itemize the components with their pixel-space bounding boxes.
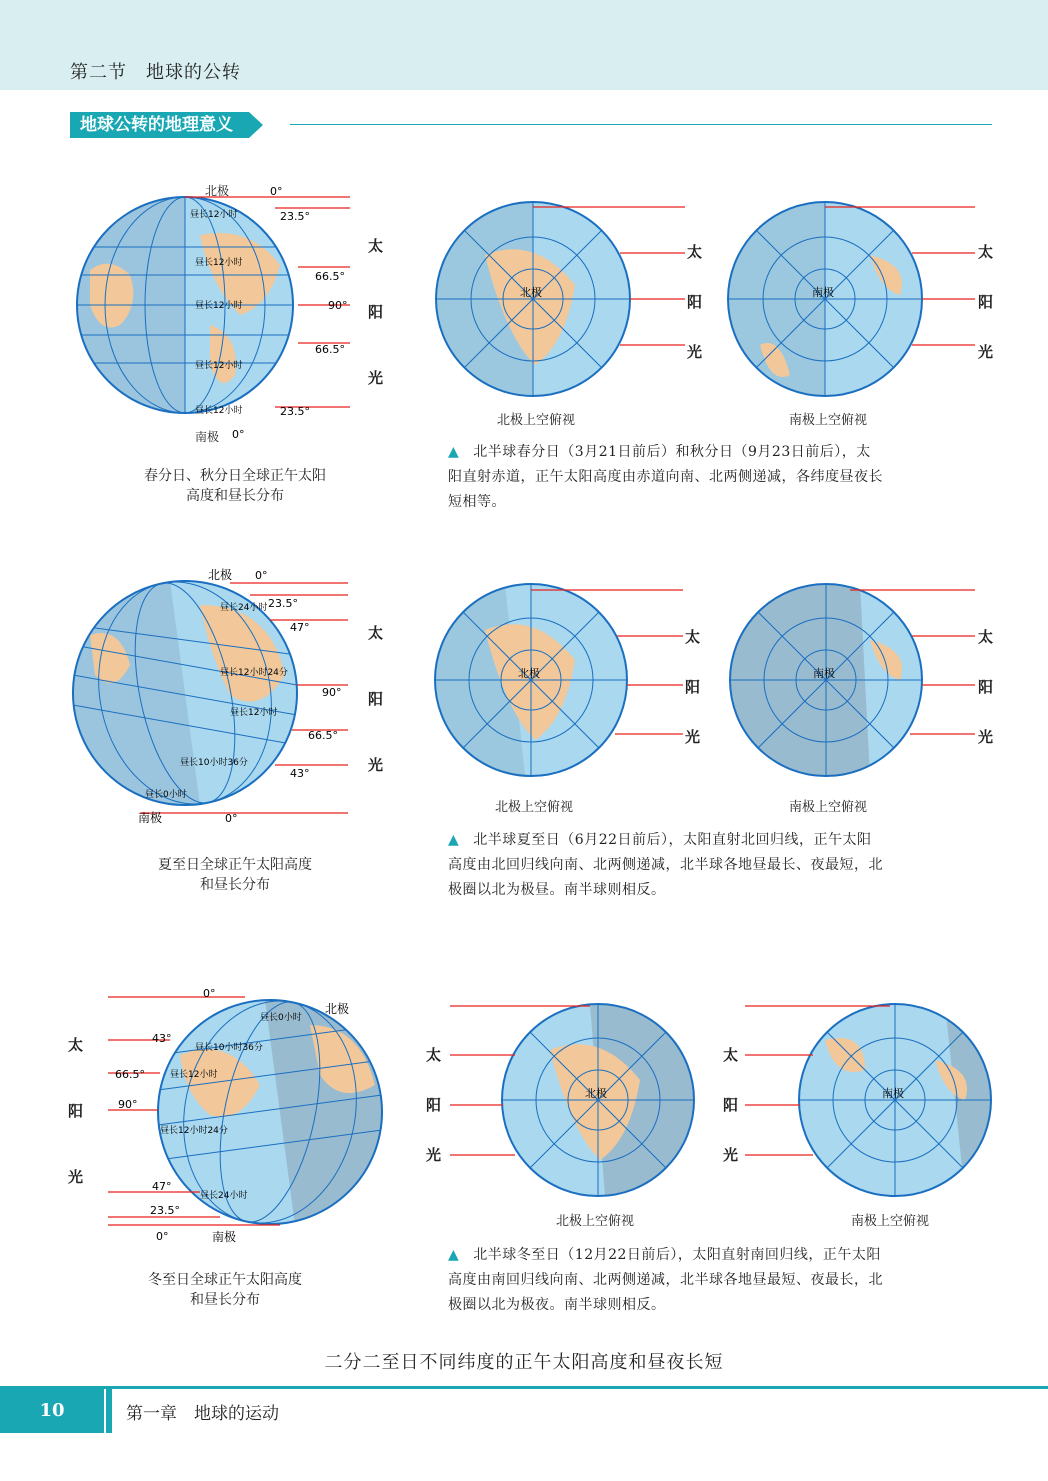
- south-view-caption: 南极上空俯视: [788, 413, 867, 428]
- south-view-caption: 南极上空俯视: [788, 800, 867, 815]
- equinox-north-view: [425, 195, 705, 405]
- section-title: 地球公转的地理意义: [70, 112, 249, 138]
- lat-label: 47°: [290, 621, 310, 634]
- north-view-caption: 北极上空俯视: [496, 413, 575, 428]
- sun-label: 光: [978, 343, 994, 361]
- lat-label: 43°: [152, 1032, 172, 1045]
- lat-label: 66.5°: [315, 343, 345, 356]
- summer-globe-figure: [60, 565, 400, 835]
- day-length-label: 昼长12小时: [195, 258, 243, 268]
- pole-label: 北极: [520, 286, 542, 299]
- desc-line: 极圈以北为极夜。南半球则相反。: [448, 1297, 666, 1313]
- pole-label: 南极: [813, 667, 835, 680]
- equinox-description: [448, 440, 996, 515]
- sun-label: 太: [685, 628, 701, 646]
- day-length-label: 昼长10小时36分: [180, 758, 248, 768]
- north-pole-label: 北极: [208, 568, 233, 582]
- desc-line: 北半球冬至日（12月22日前后），太阳直射南回归线，正午太阳: [473, 1247, 881, 1263]
- triangle-icon: ▲: [448, 1247, 460, 1263]
- desc-line: 阳直射赤道，正午太阳高度由赤道向南、北两侧递减，各纬度昼夜长: [448, 469, 883, 485]
- south-pole-label: 南极: [138, 811, 163, 825]
- section-divider: [290, 124, 992, 125]
- sun-label: 光: [723, 1146, 739, 1164]
- lat-label: 90°: [328, 299, 348, 312]
- sun-label: 光: [426, 1146, 442, 1164]
- sun-label: 阳: [687, 293, 703, 311]
- pole-label: 南极: [812, 286, 834, 299]
- desc-line: 极圈以北为极昼。南半球则相反。: [448, 882, 666, 898]
- day-length-label: 昼长12小时: [195, 361, 243, 371]
- day-length-label: 昼长12小时: [195, 406, 243, 416]
- lat-label: 90°: [118, 1098, 138, 1111]
- figure-caption-line: 和昼长分布: [200, 877, 270, 893]
- sun-label: 阳: [368, 690, 384, 708]
- lat-label: 90°: [322, 686, 342, 699]
- lat-label: 0°: [156, 1230, 169, 1243]
- south-pole-label: 南极: [212, 1230, 237, 1244]
- winter-south-view: [715, 1000, 1005, 1210]
- summer-north-view: [425, 580, 705, 790]
- sun-label: 阳: [685, 678, 701, 696]
- sun-label: 太: [723, 1046, 739, 1064]
- north-pole-label: 北极: [205, 184, 230, 198]
- page-number: 10: [0, 1389, 104, 1433]
- lat-label: 0°: [203, 987, 216, 1000]
- figure-caption-line: 和昼长分布: [190, 1292, 260, 1308]
- lat-label: 43°: [290, 767, 310, 780]
- triangle-icon: ▲: [448, 444, 460, 460]
- sun-label: 阳: [68, 1102, 84, 1120]
- sun-label: 光: [68, 1168, 84, 1186]
- figure-caption-line: 高度和昼长分布: [186, 488, 284, 504]
- day-length-label: 昼长12小时: [230, 708, 278, 718]
- day-length-label: 昼长12小时24分: [160, 1126, 228, 1136]
- lat-label: 23.5°: [150, 1204, 180, 1217]
- sun-label: 阳: [723, 1096, 739, 1114]
- south-pole-label: 南极: [195, 430, 220, 444]
- sun-label: 太: [978, 243, 994, 261]
- sun-label: 太: [368, 237, 384, 255]
- day-length-label: 昼长12小时: [170, 1070, 218, 1080]
- sun-label: 光: [978, 728, 994, 746]
- pole-label: 北极: [518, 667, 540, 680]
- sun-label: 光: [687, 343, 703, 361]
- summer-description: [448, 828, 996, 903]
- winter-description: [448, 1243, 996, 1318]
- south-view-caption: 南极上空俯视: [850, 1214, 929, 1229]
- sun-label: 太: [426, 1046, 442, 1064]
- winter-north-view: [420, 1000, 710, 1210]
- lat-label: 0°: [255, 569, 268, 582]
- equinox-south-view: [720, 195, 1000, 405]
- north-view-caption: 北极上空俯视: [494, 800, 573, 815]
- overall-figure-title: 二分二至日不同纬度的正午太阳高度和昼夜长短: [324, 1352, 724, 1373]
- lat-label: 23.5°: [280, 210, 310, 223]
- day-length-label: 昼长24小时: [220, 603, 268, 613]
- page-header-title: 第二节 地球的公转: [70, 62, 241, 83]
- footer-rule: [0, 1386, 1048, 1389]
- north-pole-label: 北极: [325, 1002, 350, 1016]
- lat-label: 23.5°: [280, 405, 310, 418]
- pole-label: 南极: [882, 1087, 904, 1100]
- lat-label: 66.5°: [115, 1068, 145, 1081]
- day-length-label: 昼长24小时: [200, 1191, 248, 1201]
- sun-label: 太: [368, 624, 384, 642]
- pole-label: 北极: [585, 1087, 607, 1100]
- day-length-label: 昼长0小时: [145, 790, 187, 800]
- sun-label: 阳: [426, 1096, 442, 1114]
- figure-caption-line: 冬至日全球正午太阳高度: [148, 1272, 302, 1288]
- lat-label: 66.5°: [315, 270, 345, 283]
- sun-label: 光: [685, 728, 701, 746]
- sun-label: 太: [978, 628, 994, 646]
- sun-label: 太: [68, 1036, 84, 1054]
- lat-label: 66.5°: [308, 729, 338, 742]
- desc-line: 短相等。: [448, 494, 506, 510]
- lat-label: 23.5°: [268, 597, 298, 610]
- desc-line: 北半球春分日（3月21日前后）和秋分日（9月23日前后），太: [473, 444, 871, 460]
- lat-label: 0°: [270, 185, 283, 198]
- sun-label: 光: [368, 756, 384, 774]
- figure-caption-line: 夏至日全球正午太阳高度: [158, 857, 312, 873]
- desc-line: 高度由南回归线向南、北两侧递减，北半球各地昼最短、夜最长，北: [448, 1272, 883, 1288]
- sun-label: 太: [687, 243, 703, 261]
- desc-line: 北半球夏至日（6月22日前后），太阳直射北回归线，正午太阳: [473, 832, 872, 848]
- day-length-label: 昼长0小时: [260, 1013, 302, 1023]
- equinox-globe-figure: [60, 175, 400, 455]
- figure-caption-line: 春分日、秋分日全球正午太阳: [144, 468, 326, 484]
- day-length-label: 昼长12小时: [195, 301, 243, 311]
- summer-south-view: [720, 580, 1000, 790]
- day-length-label: 昼长12小时: [190, 210, 238, 220]
- north-view-caption: 北极上空俯视: [555, 1214, 634, 1229]
- sun-label: 光: [368, 369, 384, 387]
- sun-label: 阳: [368, 303, 384, 321]
- lat-label: 0°: [232, 428, 245, 441]
- day-length-label: 昼长12小时24分: [220, 668, 288, 678]
- winter-globe-figure: [60, 985, 400, 1250]
- desc-line: 高度由北回归线向南、北两侧递减，北半球各地昼最长、夜最短，北: [448, 857, 883, 873]
- day-length-label: 昼长10小时36分: [195, 1043, 263, 1053]
- sun-label: 阳: [978, 293, 994, 311]
- sun-label: 阳: [978, 678, 994, 696]
- lat-label: 0°: [225, 812, 238, 825]
- chapter-title: 第一章 地球的运动: [126, 1404, 279, 1424]
- footer-accent-bar: [106, 1389, 112, 1433]
- lat-label: 47°: [152, 1180, 172, 1193]
- triangle-icon: ▲: [448, 832, 460, 848]
